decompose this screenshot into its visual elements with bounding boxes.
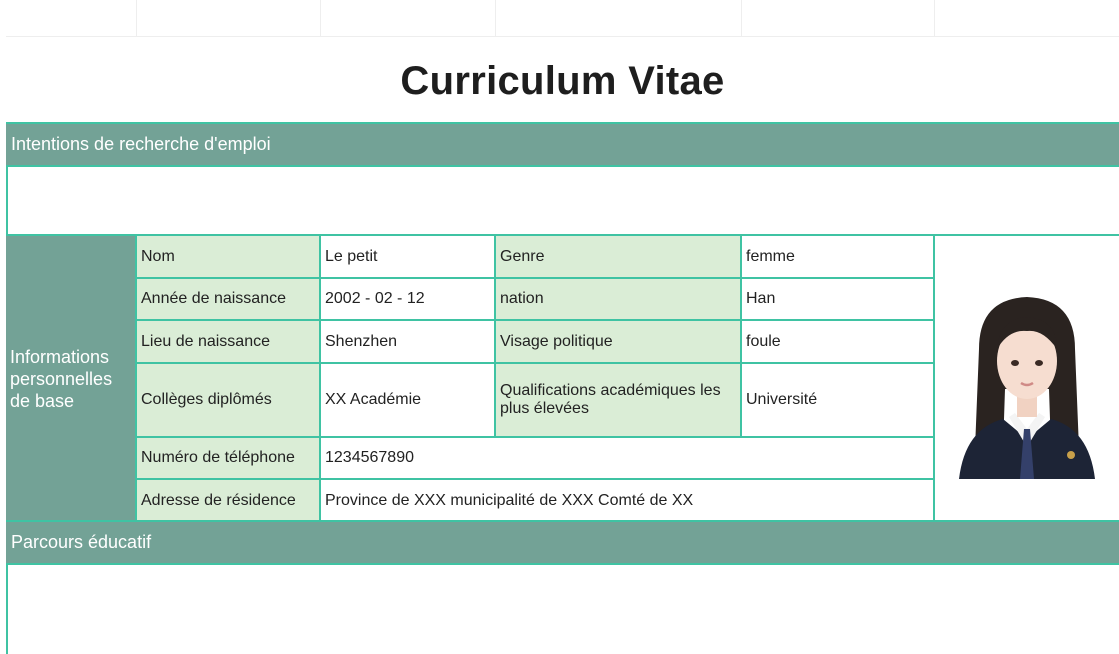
gender-value: femme	[741, 235, 934, 278]
nation-label: nation	[495, 278, 741, 320]
education-content	[6, 565, 1119, 654]
section-education: Parcours éducatif	[6, 520, 1119, 565]
political-value: foule	[741, 320, 934, 363]
nation-value: Han	[741, 278, 934, 320]
birthplace-value: Shenzhen	[320, 320, 495, 363]
political-label: Visage politique	[495, 320, 741, 363]
gender-label: Genre	[495, 235, 741, 278]
birth-year-value: 2002 - 02 - 12	[320, 278, 495, 320]
page-title: Curriculum Vitae	[400, 59, 725, 103]
address-label: Adresse de résidence	[136, 479, 320, 522]
phone-value: 1234567890	[320, 437, 934, 479]
name-value: Le petit	[320, 235, 495, 278]
section-job-intentions: Intentions de recherche d'emploi	[6, 122, 1119, 167]
basic-info-table	[6, 234, 1119, 523]
birth-year-label: Année de naissance	[136, 278, 320, 320]
address-value: Province de XXX municipalité de XXX Comté de XX	[320, 479, 934, 522]
name-label: Nom	[136, 235, 320, 278]
qualification-value: Université	[741, 363, 934, 437]
sheet-grid-top	[6, 0, 1119, 37]
portrait-photo-icon	[939, 279, 1115, 479]
birthplace-label: Lieu de naissance	[136, 320, 320, 363]
college-value: XX Académie	[320, 363, 495, 437]
college-label: Collèges diplômés	[136, 363, 320, 437]
qualification-label: Qualifications académiques les plus élevées	[495, 363, 741, 437]
phone-label: Numéro de téléphone	[136, 437, 320, 479]
job-intentions-content	[6, 167, 1119, 234]
section-basic-info: Informations personnelles de base	[6, 235, 136, 522]
photo-cell	[934, 235, 1119, 522]
